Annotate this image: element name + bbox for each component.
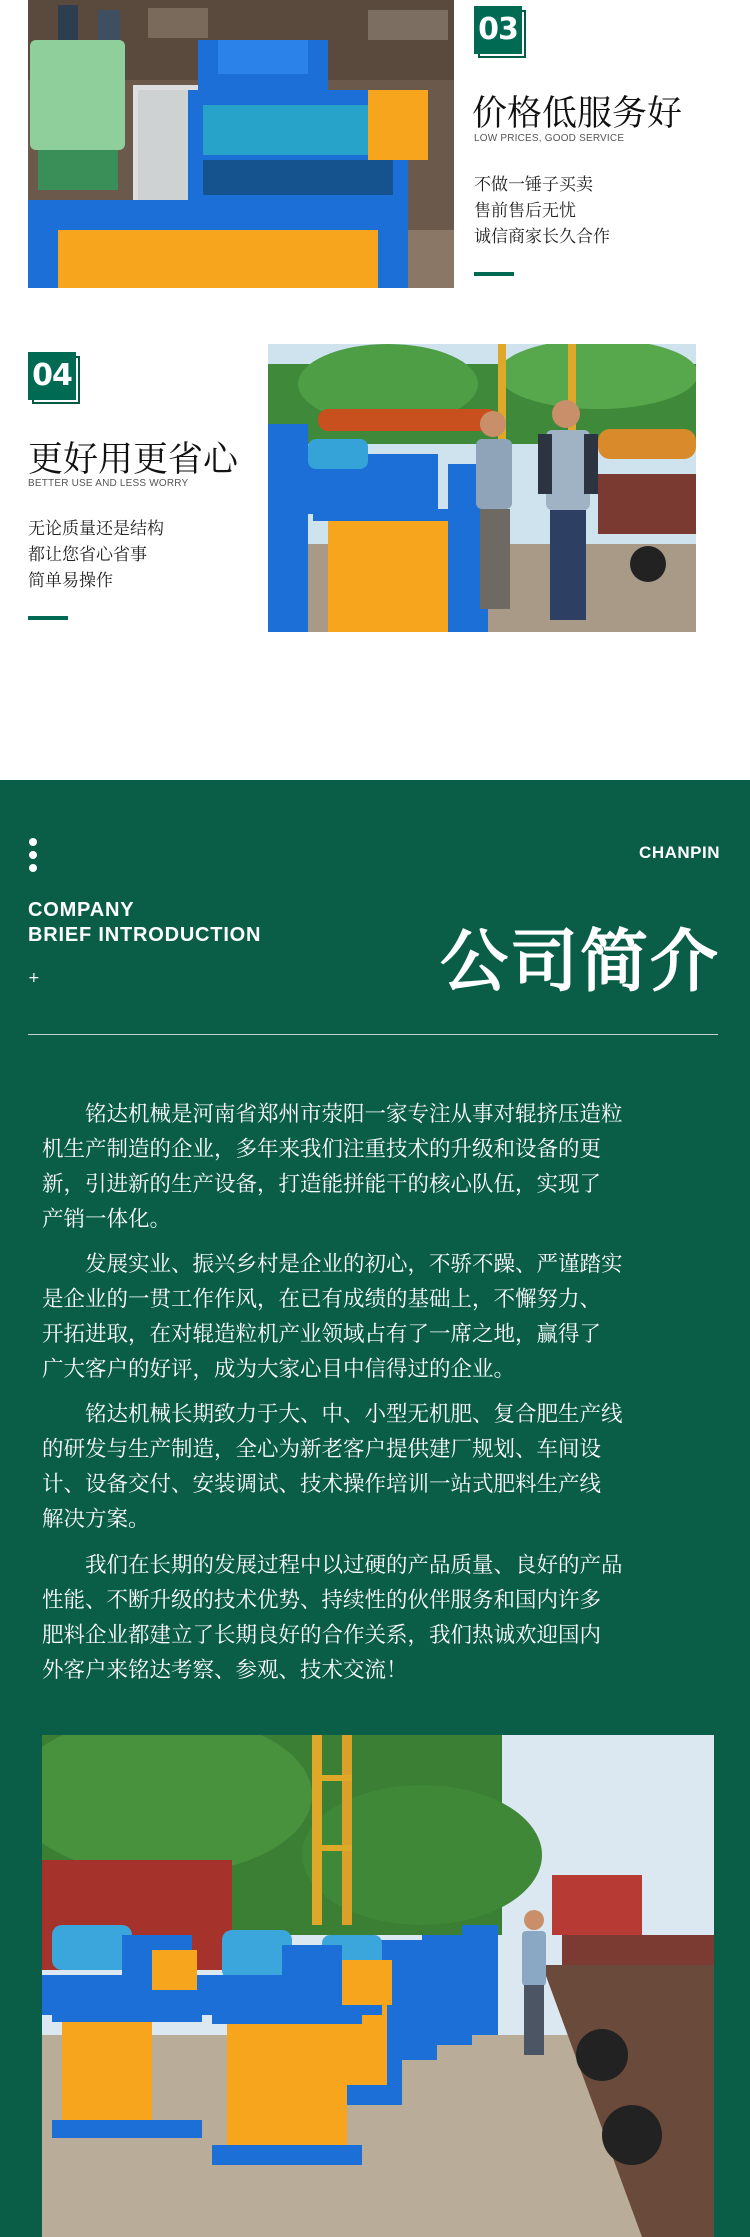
feature-block-03 <box>0 0 750 300</box>
paragraph-line: 机生产制造的企业，多年来我们注重技术的升级和设备的更 <box>42 1137 602 1162</box>
paragraph-line: 解决方案。 <box>42 1507 150 1532</box>
section-title: 公司简介 <box>439 923 720 1002</box>
feature-title: 价格低服务好 <box>472 94 683 134</box>
decorative-dots-icon <box>29 838 37 877</box>
paragraph-line: 广大客户的好评，成为大家心目中信得过的企业。 <box>42 1357 516 1382</box>
badge-number: 03 <box>474 6 522 54</box>
paragraph-line: 的研发与生产制造，全心为新老客户提供建厂规划、车间设 <box>42 1437 602 1462</box>
intro-paragraph-1 <box>42 1097 718 1237</box>
divider-line <box>28 1034 718 1035</box>
feature-line: 无论质量还是结构 <box>28 519 164 539</box>
company-brief-heading <box>28 898 261 948</box>
paragraph-line: 外客户来铭达考察、参观、技术交流！ <box>42 1658 408 1683</box>
number-badge-04 <box>28 352 80 404</box>
paragraph-line: 产销一体化。 <box>42 1207 172 1232</box>
feature-line: 都让您省心省事 <box>28 545 147 565</box>
paragraph-line: 铭达机械长期致力于大、中、小型无机肥、复合肥生产线 <box>42 1402 623 1427</box>
feature-subtitle: LOW PRICES, GOOD SERVICE <box>474 133 625 144</box>
company-intro-section <box>0 780 750 2237</box>
intro-paragraph-4 <box>42 1548 718 1688</box>
intro-paragraph-3 <box>42 1397 718 1537</box>
accent-bar <box>474 272 514 276</box>
feature-description <box>28 516 164 594</box>
brief-line: BRIEF INTRODUCTION <box>28 924 262 946</box>
paragraph-line: 肥料企业都建立了长期良好的合作关系，我们热诚欢迎国内 <box>42 1623 602 1648</box>
paragraph-line: 计、设备交付、安装调试、技术操作培训一站式肥料生产线 <box>42 1472 602 1497</box>
badge-number: 04 <box>28 352 76 400</box>
paragraph-line: 是企业的一贯工作作风，在已有成绩的基础上，不懈努力、 <box>42 1287 602 1312</box>
paragraph-line: 我们在长期的发展过程中以过硬的产品质量、良好的产品 <box>42 1553 623 1578</box>
feature-line: 不做一锤子买卖 <box>474 175 593 195</box>
feature-title: 更好用更省心 <box>28 440 239 480</box>
customer-photo-04 <box>268 344 696 632</box>
machine-photo-03 <box>28 0 454 288</box>
paragraph-line: 性能、不断升级的技术优势、持续性的伙伴服务和国内许多 <box>42 1588 602 1613</box>
factory-yard-photo <box>42 1735 714 2237</box>
accent-bar <box>28 616 68 620</box>
brief-line: COMPANY <box>28 899 135 921</box>
feature-line: 简单易操作 <box>28 571 113 591</box>
feature-block-04 <box>0 330 750 650</box>
paragraph-line: 新，引进新的生产设备，打造能拼能干的核心队伍，实现了 <box>42 1172 602 1197</box>
paragraph-line: 铭达机械是河南省郑州市荥阳一家专注从事对辊挤压造粒 <box>42 1102 623 1127</box>
intro-paragraph-2 <box>42 1247 718 1387</box>
paragraph-line: 发展实业、振兴乡村是企业的初心，不骄不躁、严谨踏实 <box>42 1252 623 1277</box>
plus-icon: + <box>28 970 40 986</box>
section-tag: CHANPIN <box>639 843 720 862</box>
number-badge-03 <box>474 6 526 58</box>
feature-subtitle: BETTER USE AND LESS WORRY <box>28 478 189 489</box>
paragraph-line: 开拓进取，在对辊造粒机产业领域占有了一席之地，赢得了 <box>42 1322 602 1347</box>
feature-description <box>474 172 610 250</box>
feature-line: 诚信商家长久合作 <box>474 227 610 247</box>
feature-line: 售前售后无忧 <box>474 201 576 221</box>
